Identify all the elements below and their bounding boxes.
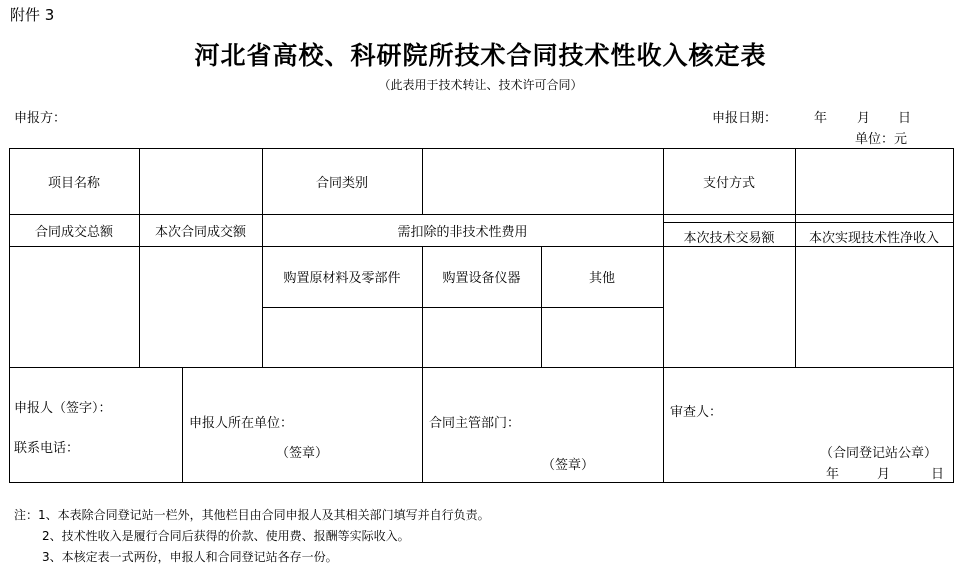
materials-label: 购置原材料及零部件 bbox=[283, 271, 401, 286]
table-line bbox=[953, 148, 954, 483]
equipment-label: 购置设备仪器 bbox=[442, 271, 521, 286]
table-line bbox=[422, 148, 423, 214]
note-1: 注：1、本表除合同登记站一栏外，其他栏目由合同申报人及其相关部门填写并自行负责。 bbox=[14, 508, 490, 522]
table-line bbox=[262, 307, 663, 308]
unit-label: 单位：元 bbox=[855, 132, 908, 147]
apply-year-label: 年 bbox=[814, 111, 828, 126]
this-contract-amount-label: 本次合同成交额 bbox=[154, 224, 246, 240]
contract-type-label: 合同类别 bbox=[315, 175, 368, 191]
table-line bbox=[9, 482, 953, 483]
apply-day-label: 日 bbox=[898, 111, 912, 126]
apply-month-label: 月 bbox=[857, 111, 871, 126]
registry-year-label: 年 bbox=[826, 467, 840, 482]
payment-method-label: 支付方式 bbox=[702, 175, 755, 191]
page-subtitle: （此表用于技术转让、技术许可合同） bbox=[378, 78, 583, 92]
this-tech-income-label: 本次实现技术性净收入 bbox=[808, 230, 939, 246]
note-3: 3、本核定表一式两份，申报人和合同登记站各存一份。 bbox=[42, 550, 338, 564]
applicant-unit-seal: （签章） bbox=[276, 446, 329, 461]
attachment-label: 附件 3 bbox=[10, 6, 55, 24]
table-line bbox=[182, 367, 183, 483]
reviewer-label: 审查人： bbox=[670, 405, 723, 420]
table-line bbox=[139, 148, 140, 367]
table-line bbox=[795, 148, 796, 367]
applicant-unit-label: 申报人所在单位： bbox=[189, 416, 294, 431]
contract-total-label: 合同成交总额 bbox=[34, 224, 113, 240]
registry-month-label: 月 bbox=[877, 467, 891, 482]
table-line bbox=[9, 367, 953, 368]
page-title: 河北省高校、科研院所技术合同技术性收入核定表 bbox=[194, 41, 767, 70]
contract-dept-seal: （签章） bbox=[542, 458, 595, 473]
other-label: 其他 bbox=[588, 271, 615, 286]
table-line bbox=[9, 148, 953, 149]
contract-dept-label: 合同主管部门： bbox=[429, 416, 521, 431]
project-name-label: 项目名称 bbox=[47, 175, 100, 191]
this-tech-trade-label: 本次技术交易额 bbox=[683, 230, 775, 246]
applicant-sign-label: 申报人（签字）： bbox=[14, 401, 112, 416]
note-2: 2、技术性收入是履行合同后获得的价款、使用费、报酬等实际收入。 bbox=[42, 529, 410, 543]
phone-label: 联系电话： bbox=[14, 441, 80, 456]
registry-day-label: 日 bbox=[931, 467, 945, 482]
apply-date-label: 申报日期： bbox=[712, 111, 778, 126]
applicant-label: 申报方： bbox=[14, 111, 67, 126]
non-tech-fees-label: 需扣除的非技术性费用 bbox=[397, 224, 528, 240]
registry-seal-label: （合同登记站公章） bbox=[820, 446, 938, 461]
